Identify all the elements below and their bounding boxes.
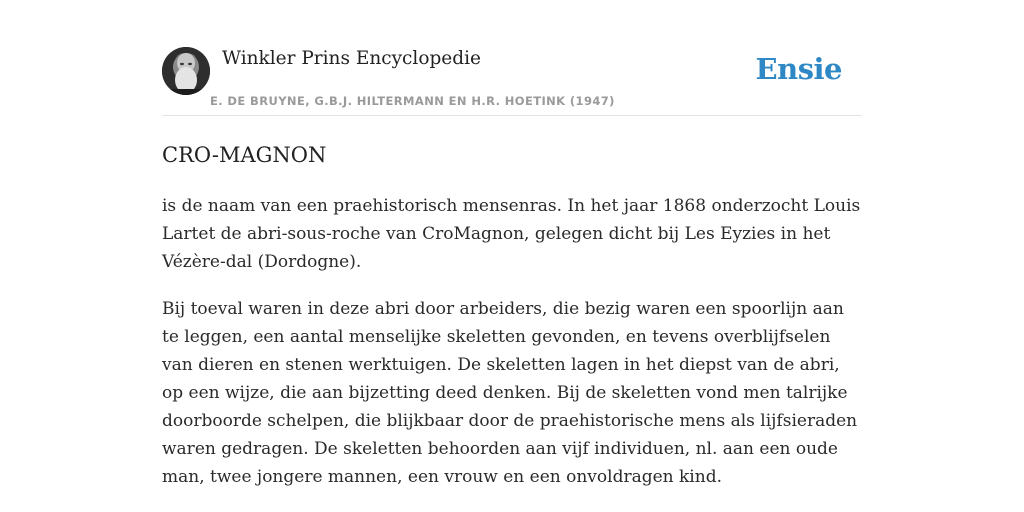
publication-title[interactable]: Winkler Prins Encyclopedie [222, 48, 481, 69]
header [162, 44, 862, 116]
authors-line: E. DE BRUYNE, G.B.J. HILTERMANN EN H.R. HOETINK (1947) [210, 94, 615, 108]
ensie-logo[interactable]: Ensie [755, 52, 842, 86]
article-body [162, 192, 862, 510]
author-portrait-icon [162, 47, 210, 95]
article-paragraph: is de naam van een praehistorisch mensenras. In het jaar 1868 onderzocht Louis Lartet de abri-sous-roche van CroMagnon, gelegen dicht bij Les Eyzies in het Vézère-dal (Dordogne). [162, 196, 861, 272]
article-paragraph: Bij toeval waren in deze abri door arbeiders, die bezig waren een spoorlijn aan te leggen, een aantal menselijke skeletten gevonden, en tevens overblijfselen van dieren en stenen werktuigen. De skeletten lagen in het diepst van de abri, op een wijze, die aan bijzetting deed denken. Bij de skeletten vond men talrijke doorboorde schelpen, die blijkbaar door de praehistorische mens als lijfsieraden waren gedragen. De skeletten behoorden aan vijf individuen, nl. aan een oude man, twee jongere mannen, een vrouw en een onvoldragen kind. [162, 299, 858, 487]
article-title: CRO-MAGNON [162, 143, 327, 167]
